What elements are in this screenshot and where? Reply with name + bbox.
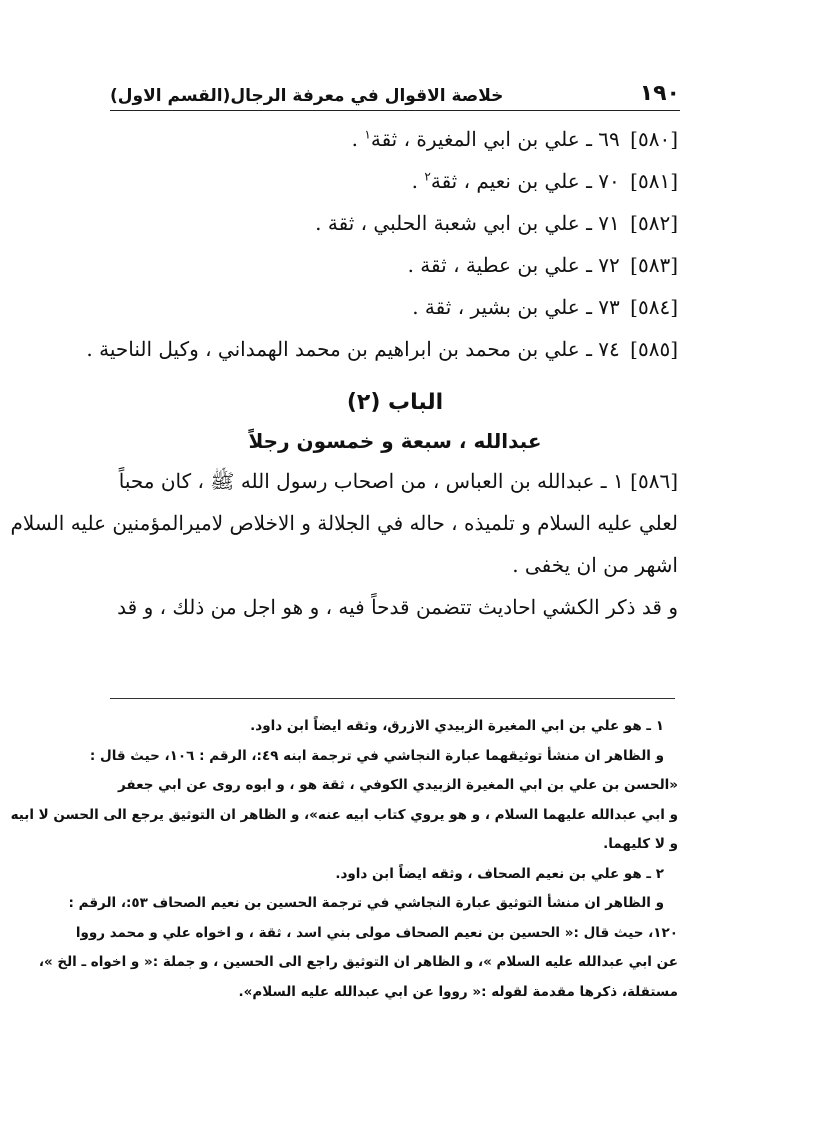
footnote-line: و الظاهر ان منشأ توثيقهما عبارة النجاشي في ترجمة ابنه ٤٩:، الرقم : ١٠٦، حيث قال : [89, 747, 664, 764]
running-title: خلاصة الاقوال في معرفة الرجال(القسم الاول) [110, 86, 504, 106]
footnote-line: و لا كليهما. [603, 836, 678, 852]
page-header [110, 72, 680, 111]
entry-text: ٧٣ ـ علي بن بشير ، ثقة . [412, 295, 620, 319]
page-number: ١٩٠ [639, 81, 680, 106]
footnote-2: ٢ ـ هو علي بن نعيم الصحاف ، وثقه ايضاً ابن داود. [335, 865, 664, 882]
entry-number: [٥٨١] [630, 169, 678, 193]
footnotes [10, 712, 678, 1007]
entry-number: [٥٨٥] [630, 337, 678, 361]
footnote-divider [110, 698, 675, 699]
footnote-ref: ٢ [424, 169, 431, 184]
entry-text: ٧٠ ـ علي بن نعيم ، ثقة [430, 169, 620, 193]
entry-number: [٥٨٠] [630, 127, 678, 151]
entry-end: . [411, 169, 425, 193]
body-line-2: لعلي عليه السلام و تلميذه ، حاله في الجلالة و الاخلاص لاميرالمؤمنين عليه السلام [10, 511, 678, 535]
entry-583 [118, 244, 678, 286]
entry-number: [٥٨٢] [630, 211, 678, 235]
entry-number: [٥٨٣] [630, 253, 678, 277]
entry-580 [118, 118, 678, 160]
entry-list [86, 118, 678, 370]
chapter-subtitle: عبدالله ، سبعة و خمسون رجلاً [248, 429, 542, 453]
entry-text: ٧٢ ـ علي بن عطية ، ثقة . [407, 253, 620, 277]
footnote-line: و ابي عبدالله عليهما السلام ، و هو يروي كتاب ابيه عنه»، و الظاهر ان التوثيق يرجع الى الحسن لا ابيه [10, 806, 678, 823]
entry-text: ٧٤ ـ علي بن محمد بن ابراهيم بن محمد الهمداني ، وكيل الناحية . [86, 337, 620, 361]
footnote-1: ١ ـ هو علي بن ابي المغيرة الزبيدي الازرق، وثقه ايضاً ابن داود. [250, 718, 664, 734]
body-line-1: [٥٨٦] ١ ـ عبدالله بن العباس ، من اصحاب رسول الله ﷺ ، كان محباً [118, 469, 678, 493]
body-line-3: اشهر من ان يخفى . [512, 553, 678, 577]
chapter-title: الباب (٢) [346, 390, 444, 415]
entry-584 [118, 286, 678, 328]
chapter-heading [110, 385, 680, 461]
footnote-line: مستقلة، ذكرها مقدمة لقوله :« رووا عن ابي عبدالله عليه السلام». [238, 983, 678, 1000]
footnote-line: عن ابي عبدالله عليه السلام »، و الظاهر ان التوثيق راجع الى الحسين ، و جملة :« و اخواه ـ الخ »، [38, 954, 678, 970]
footnote-ref: ١ [364, 127, 371, 142]
entry-end: . [351, 127, 365, 151]
entry-581 [118, 160, 678, 202]
body-line-4: و قد ذكر الكشي احاديث تتضمن قدحاً فيه ، و هو اجل من ذلك ، و قد [117, 595, 678, 619]
entry-number: [٥٨٤] [630, 295, 678, 319]
entry-text: ٦٩ ـ علي بن ابي المغيرة ، ثقة [370, 127, 620, 151]
entry-text: ٧١ ـ علي بن ابي شعبة الحلبي ، ثقة . [315, 211, 620, 235]
footnote-line: «الحسن بن علي بن ابي المغيرة الزبيدي الكوفي ، ثقة هو ، و ابوه روى عن ابي جعفر [117, 777, 678, 793]
footnote-line: و الظاهر ان منشأ التوثيق عبارة النجاشي في ترجمة الحسين بن نعيم الصحاف ٥٣:، الرقم : [68, 895, 664, 911]
entry-582 [118, 202, 678, 244]
body-text [10, 460, 678, 628]
entry-585 [86, 328, 678, 370]
footnote-line: ١٢٠، حيث قال :« الحسين بن نعيم الصحاف مولى بني اسد ، ثقة ، و اخواه علي و محمد رووا [75, 924, 678, 941]
